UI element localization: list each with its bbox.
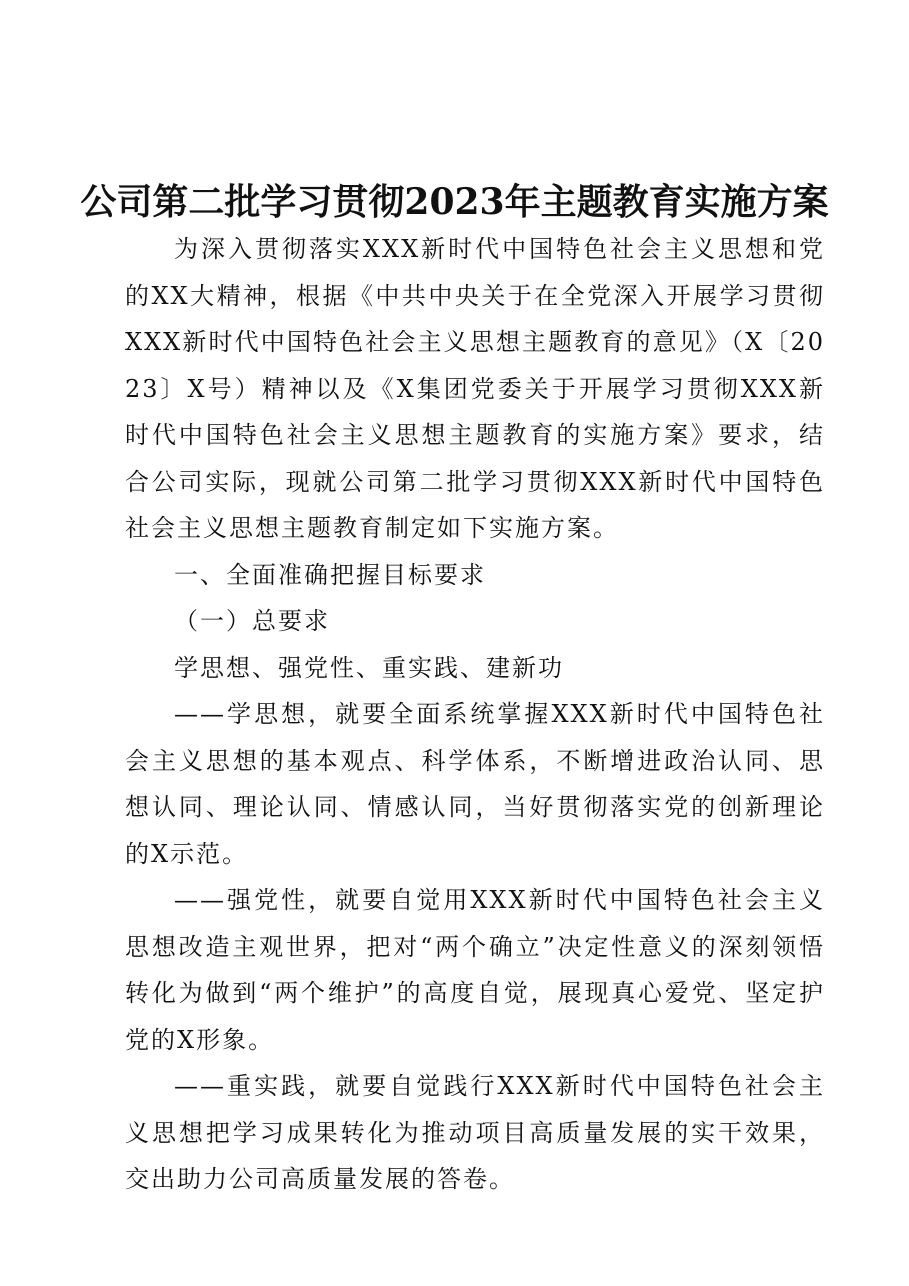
- intro-paragraph: 为深入贯彻落实XXX新时代中国特色社会主义思想和党的XX大精神，根据《中共中央关于在全党深入开展学习贯彻XXX新时代中国特色社会主义思想主题教育的意见》（X〔2023〕X号）精神以及《X集团党委关于开展学习贯彻XXX新时代中国特色社会主义思想主题教育的实施方案》要求，结合公司实际，现就公司第二批学习贯彻XXX新时代中国特色社会主义思想主题教育制定如下实施方案。: [125, 235, 825, 542]
- strengthen-party-paragraph: ——强党性，就要自觉用XXX新时代中国特色社会主义思想改造主观世界，把对“两个确立”决定性意义的深刻领悟转化为做到“两个维护”的高度自觉，展现真心爱党、坚定护党的X形象。: [125, 886, 825, 1054]
- study-thought-paragraph: ——学思想，就要全面系统掌握XXX新时代中国特色社会主义思想的基本观点、科学体系，不断增进政治认同、思想认同、理论认同、情感认同，当好贯彻落实党的创新理论的X示范。: [125, 700, 825, 868]
- document-body: [125, 226, 825, 1203]
- subsection-heading: （一）总要求: [174, 607, 330, 635]
- section-heading: 一、全面准确把握目标要求: [174, 560, 486, 589]
- slogan-paragraph: 学思想、强党性、重实践、建新功: [174, 653, 564, 682]
- document-title: 公司第二批学习贯彻2023年主题教育实施方案: [80, 181, 829, 223]
- practice-paragraph: ——重实践，就要自觉践行XXX新时代中国特色社会主义思想把学习成果转化为推动项目高质量发展的实干效果，交出助力公司高质量发展的答卷。: [125, 1072, 825, 1193]
